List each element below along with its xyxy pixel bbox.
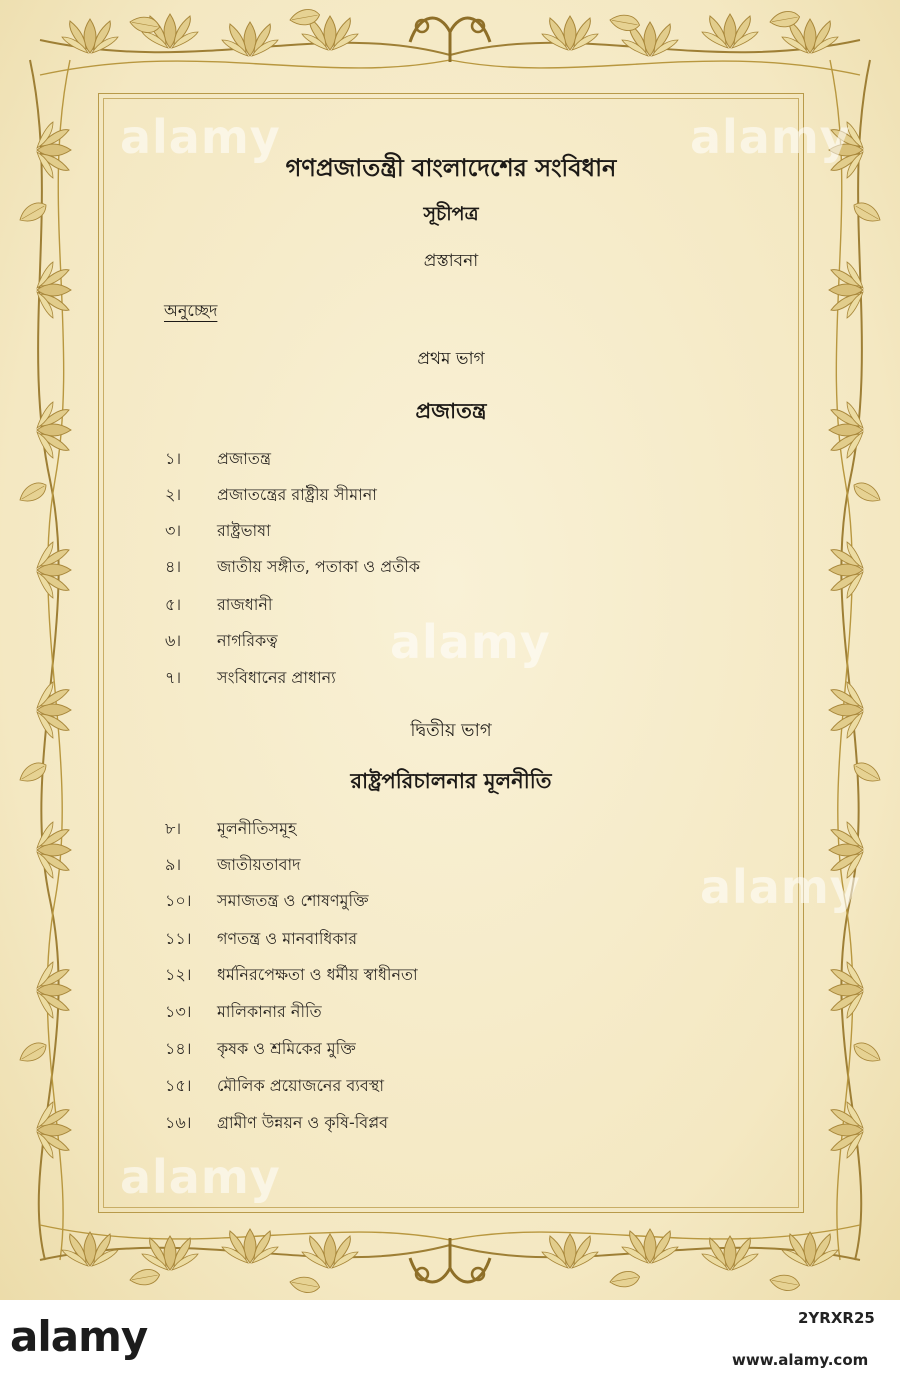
- article-title: মালিকানার নীতি: [217, 1001, 322, 1021]
- article-number: ১৬।: [165, 1112, 192, 1132]
- watermark: alamy: [690, 110, 851, 164]
- part2-title: রাষ্ট্রপরিচালনার মূলনীতি: [350, 769, 552, 793]
- article-number: ৬।: [165, 630, 182, 650]
- article-number: ৪।: [165, 556, 182, 576]
- part2-heading: দ্বিতীয় ভাগ: [410, 720, 492, 741]
- article-item: [165, 482, 377, 508]
- article-title: প্রজাতন্ত্রের রাষ্ট্রীয় সীমানা: [217, 484, 377, 504]
- article-number: ১৩।: [165, 1001, 192, 1021]
- article-number: ৭।: [165, 667, 182, 687]
- contents-heading: সূচীপত্র: [423, 203, 479, 225]
- article-item: [165, 554, 420, 580]
- article-number: ৫।: [165, 594, 182, 614]
- article-title: মৌলিক প্রয়োজনের ব্যবস্থা: [217, 1075, 385, 1095]
- article-title: প্রজাতন্ত্র: [217, 448, 272, 468]
- article-title: কৃষক ও শ্রমিকের মুক্তি: [217, 1038, 356, 1058]
- article-title: নাগরিকত্ব: [217, 630, 278, 650]
- article-item: [165, 926, 357, 952]
- article-item: [165, 1073, 384, 1099]
- article-title: রাষ্ট্রভাষা: [217, 520, 271, 540]
- article-title: রাজধানী: [217, 594, 273, 614]
- part1-heading: প্রথম ভাগ: [417, 349, 485, 369]
- article-title: গ্রামীণ উন্নয়ন ও কৃষি-বিপ্লব: [217, 1112, 389, 1132]
- watermark: alamy: [390, 615, 551, 669]
- article-title: জাতীয় সঙ্গীত, পতাকা ও প্রতীক: [217, 556, 420, 576]
- article-number: ৩।: [165, 520, 182, 540]
- article-item: [165, 816, 296, 842]
- article-item: [165, 592, 273, 618]
- article-number: ১২।: [165, 964, 192, 984]
- article-number: ২।: [165, 484, 182, 504]
- brand-logo: alamy: [10, 1312, 148, 1361]
- article-number: ১৪।: [165, 1038, 192, 1058]
- watermark: alamy: [120, 110, 281, 164]
- image-id: 2YRXR25: [798, 1309, 875, 1327]
- article-number: ১।: [165, 448, 182, 468]
- article-number: ৯।: [165, 854, 182, 874]
- article-item: [165, 999, 322, 1025]
- watermark: alamy: [700, 860, 861, 914]
- article-item: [165, 1110, 388, 1136]
- article-item: [165, 888, 369, 914]
- article-title: সংবিধানের প্রাধান্য: [217, 667, 336, 687]
- article-column-label: অনুচ্ছেদ: [164, 301, 218, 320]
- part1-title: প্রজাতন্ত্র: [415, 399, 487, 423]
- article-title: গণতন্ত্র ও মানবাধিকার: [217, 928, 358, 948]
- article-item: [165, 962, 418, 988]
- article-title: জাতীয়তাবাদ: [217, 854, 301, 874]
- article-item: [165, 665, 336, 691]
- document-title: গণপ্রজাতন্ত্রী বাংলাদেশের সংবিধান: [285, 154, 617, 182]
- article-item: [165, 628, 278, 654]
- article-title: মূলনীতিসমূহ: [217, 818, 297, 838]
- article-title: সমাজতন্ত্র ও শোষণমুক্তি: [217, 890, 369, 910]
- article-number: ১১।: [165, 928, 192, 948]
- brand-url: www.alamy.com: [732, 1351, 869, 1369]
- watermark: alamy: [120, 1150, 281, 1204]
- article-item: [165, 446, 271, 472]
- article-item: [165, 852, 301, 878]
- article-item: [165, 518, 271, 544]
- preamble-label: প্রস্তাবনা: [423, 251, 479, 271]
- article-title: ধর্মনিরপেক্ষতা ও ধর্মীয় স্বাধীনতা: [217, 964, 418, 984]
- article-item: [165, 1036, 356, 1062]
- article-number: ১৫।: [165, 1075, 192, 1095]
- article-number: ৮।: [165, 818, 182, 838]
- article-number: ১০।: [165, 890, 192, 910]
